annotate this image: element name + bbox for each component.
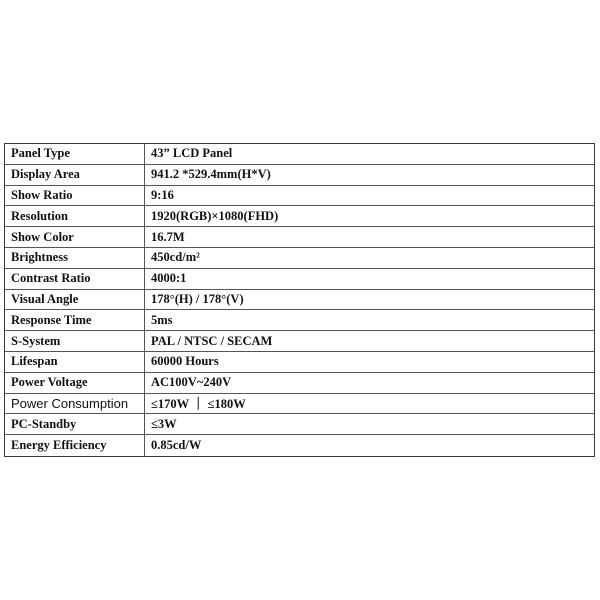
- spec-label: Power Consumption: [5, 394, 145, 414]
- spec-value: PAL / NTSC / SECAM: [151, 333, 273, 348]
- spec-value: ≤170W ｜ ≤180W: [151, 397, 246, 412]
- table-row: [5, 290, 594, 311]
- spec-value: 450cd/m²: [151, 250, 200, 265]
- table-row: [5, 144, 594, 165]
- spec-value: 16.7M: [151, 229, 185, 244]
- spec-value: 9:16: [151, 187, 174, 202]
- spec-value: ≤3W: [151, 416, 177, 431]
- spec-label: Lifespan: [5, 352, 145, 372]
- spec-value: 178°(H) / 178°(V): [151, 291, 244, 306]
- spec-label: Show Color: [5, 227, 145, 247]
- spec-label: Energy Efficiency: [5, 435, 145, 456]
- table-row: [5, 352, 594, 373]
- spec-label: Panel Type: [5, 144, 145, 164]
- spec-label: Contrast Ratio: [5, 269, 145, 289]
- spec-value: 941.2 *529.4mm(H*V): [151, 167, 271, 182]
- table-row: [5, 373, 594, 394]
- spec-label: Show Ratio: [5, 186, 145, 206]
- spec-value: 1920(RGB)×1080(FHD): [151, 208, 279, 223]
- spec-label: Visual Angle: [5, 290, 145, 310]
- spec-value: 5ms: [151, 312, 173, 327]
- spec-label: Brightness: [5, 248, 145, 268]
- spec-label: Resolution: [5, 206, 145, 226]
- spec-value: 43” LCD Panel: [151, 146, 233, 161]
- table-row: [5, 165, 594, 186]
- table-row: [5, 206, 594, 227]
- panel-spec-table: [4, 143, 595, 457]
- table-row: [5, 227, 594, 248]
- spec-label: S-System: [5, 331, 145, 351]
- spec-value: 60000 Hours: [151, 354, 219, 369]
- spec-value: AC100V~240V: [151, 375, 232, 390]
- spec-value: 0.85cd/W: [151, 438, 202, 453]
- table-row: [5, 435, 594, 456]
- table-row: [5, 310, 594, 331]
- table-row: [5, 186, 594, 207]
- table-row: [5, 248, 594, 269]
- table-row: [5, 394, 594, 415]
- table-row: [5, 269, 594, 290]
- table-row: [5, 414, 594, 435]
- spec-label: Response Time: [5, 310, 145, 330]
- table-row: [5, 331, 594, 352]
- spec-label: PC-Standby: [5, 414, 145, 434]
- spec-label: Power Voltage: [5, 373, 145, 393]
- spec-value: 4000:1: [151, 271, 187, 286]
- spec-label: Display Area: [5, 165, 145, 185]
